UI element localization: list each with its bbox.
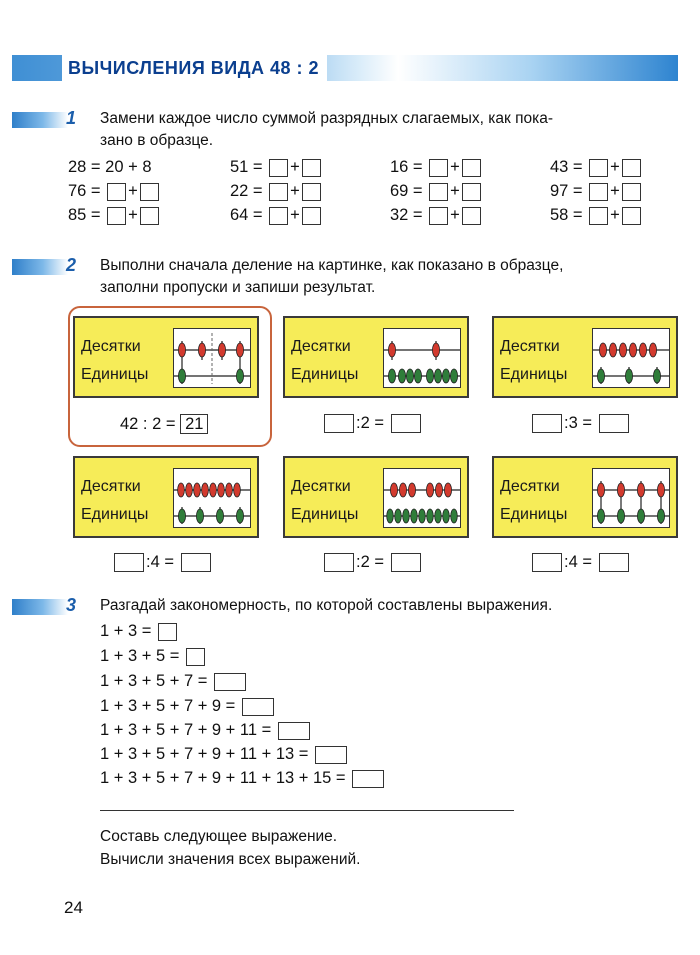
abacus — [592, 468, 670, 528]
tens-bead — [178, 343, 185, 357]
task-1-item: 22 = + — [230, 182, 323, 201]
task-2-number: 2 — [66, 255, 77, 275]
task-1-number: 1 — [66, 108, 77, 128]
units-label: Единицы — [291, 366, 359, 383]
task-2-instruction-line2: заполни пропуски и запиши результат. — [100, 279, 376, 296]
dividend-box[interactable] — [532, 553, 562, 572]
abacus — [383, 468, 461, 528]
answer-box[interactable] — [589, 159, 608, 177]
answer-box[interactable] — [302, 183, 321, 201]
abacus-card — [283, 456, 469, 538]
division-caption: :3 = — [530, 414, 631, 433]
answer-box[interactable] — [429, 159, 448, 177]
task-3-footer-line2: Вычисли значения всех выражений. — [100, 851, 361, 868]
tens-label: Десятки — [291, 478, 351, 495]
task-3-flag — [12, 599, 68, 615]
answer-box[interactable] — [462, 183, 481, 201]
dividend-box[interactable] — [324, 414, 354, 433]
answer-box[interactable] — [214, 673, 246, 691]
task-1-sample: 28 = 20 + 8 — [68, 158, 152, 176]
task-3-instruction: Разгадай закономерность, по которой составлены выражения. — [100, 597, 553, 614]
answer-box[interactable] — [269, 207, 288, 225]
quotient-box[interactable] — [181, 553, 211, 572]
tens-label: Десятки — [291, 338, 351, 355]
answer-box[interactable] — [242, 698, 274, 716]
abacus — [173, 468, 251, 528]
task-1-item: 76 = + — [68, 182, 161, 201]
division-caption: :2 = — [322, 553, 423, 572]
answer-box[interactable] — [429, 183, 448, 201]
answer-box[interactable] — [589, 183, 608, 201]
expression-row: 1 + 3 + 5 + 7 + 9 = — [100, 697, 276, 716]
answer-box[interactable] — [462, 207, 481, 225]
abacus — [592, 328, 670, 388]
task-2-flag — [12, 259, 68, 275]
quotient-box[interactable] — [599, 553, 629, 572]
division-caption: :4 = — [112, 553, 213, 572]
quotient-box[interactable] — [599, 414, 629, 433]
quotient-box[interactable] — [391, 414, 421, 433]
task-1-item: 85 = + — [68, 206, 161, 225]
expression-row: 1 + 3 + 5 + 7 + 9 + 11 = — [100, 721, 312, 740]
expression-row: 1 + 3 + 5 = — [100, 647, 207, 666]
task-1-item: 51 = + — [230, 158, 323, 177]
units-label: Единицы — [291, 506, 359, 523]
expression-row: 1 + 3 + 5 + 7 = — [100, 672, 248, 691]
units-bead — [178, 369, 185, 383]
division-caption: :2 = — [322, 414, 423, 433]
expression-row: 1 + 3 = — [100, 622, 179, 641]
abacus-card — [492, 456, 678, 538]
abacus-card-sample — [73, 316, 259, 398]
task-1-flag — [12, 112, 68, 128]
answer-box[interactable] — [107, 183, 126, 201]
abacus-card — [283, 316, 469, 398]
answer-box[interactable] — [315, 746, 347, 764]
division-caption: :4 = — [530, 553, 631, 572]
units-label: Единицы — [500, 506, 568, 523]
units-bead — [236, 369, 243, 383]
task-3-footer-line1: Составь следующее выражение. — [100, 828, 338, 845]
tens-bead — [236, 343, 243, 357]
answer-box[interactable] — [429, 207, 448, 225]
answer-box[interactable] — [622, 183, 641, 201]
task-1-item: 16 = + — [390, 158, 483, 177]
answer-box[interactable] — [589, 207, 608, 225]
expression-row: 1 + 3 + 5 + 7 + 9 + 11 + 13 = — [100, 745, 349, 764]
answer-box[interactable] — [302, 159, 321, 177]
answer-box[interactable] — [302, 207, 321, 225]
tens-label: Десятки — [81, 338, 141, 355]
tens-bead — [218, 343, 225, 357]
sample-caption: 42 : 2 = 21 — [120, 414, 208, 434]
dividend-box[interactable] — [532, 414, 562, 433]
task-3-number: 3 — [66, 595, 77, 615]
quotient-box[interactable] — [391, 553, 421, 572]
answer-box[interactable] — [622, 159, 641, 177]
task-1-item: 97 = + — [550, 182, 643, 201]
tens-label: Десятки — [500, 338, 560, 355]
page-title: ВЫЧИСЛЕНИЯ ВИДА 48 : 2 — [62, 55, 327, 81]
answer-box[interactable] — [462, 159, 481, 177]
answer-box[interactable] — [186, 648, 205, 666]
task-2-instruction-line1: Выполни сначала деление на картинке, как показано в образце, — [100, 257, 564, 274]
task-1-item: 64 = + — [230, 206, 323, 225]
tens-bead — [198, 343, 205, 357]
dividend-box[interactable] — [114, 553, 144, 572]
tens-label: Десятки — [81, 478, 141, 495]
answer-line[interactable] — [100, 810, 514, 811]
sample-answer: 21 — [180, 414, 208, 434]
answer-box[interactable] — [278, 722, 310, 740]
expression-row: 1 + 3 + 5 + 7 + 9 + 11 + 13 + 15 = — [100, 769, 386, 788]
task-1-item: 69 = + — [390, 182, 483, 201]
units-label: Единицы — [81, 506, 149, 523]
units-label: Единицы — [81, 366, 149, 383]
units-label: Единицы — [500, 366, 568, 383]
answer-box[interactable] — [107, 207, 126, 225]
task-1-item: 58 = + — [550, 206, 643, 225]
abacus — [173, 328, 251, 388]
dividend-box[interactable] — [324, 553, 354, 572]
page-number: 24 — [64, 898, 83, 917]
task-1-instruction-line2: зано в образце. — [100, 132, 214, 149]
answer-box[interactable] — [269, 159, 288, 177]
answer-box[interactable] — [158, 623, 177, 641]
answer-box[interactable] — [622, 207, 641, 225]
tens-label: Десятки — [500, 478, 560, 495]
abacus-card — [492, 316, 678, 398]
task-1-item: 43 = + — [550, 158, 643, 177]
task-1-instruction-line1: Замени каждое число суммой разрядных слагаемых, как пока- — [100, 110, 554, 127]
answer-box[interactable] — [269, 183, 288, 201]
answer-box[interactable] — [140, 207, 159, 225]
abacus — [383, 328, 461, 388]
task-1-item: 32 = + — [390, 206, 483, 225]
answer-box[interactable] — [352, 770, 384, 788]
answer-box[interactable] — [140, 183, 159, 201]
abacus-card — [73, 456, 259, 538]
